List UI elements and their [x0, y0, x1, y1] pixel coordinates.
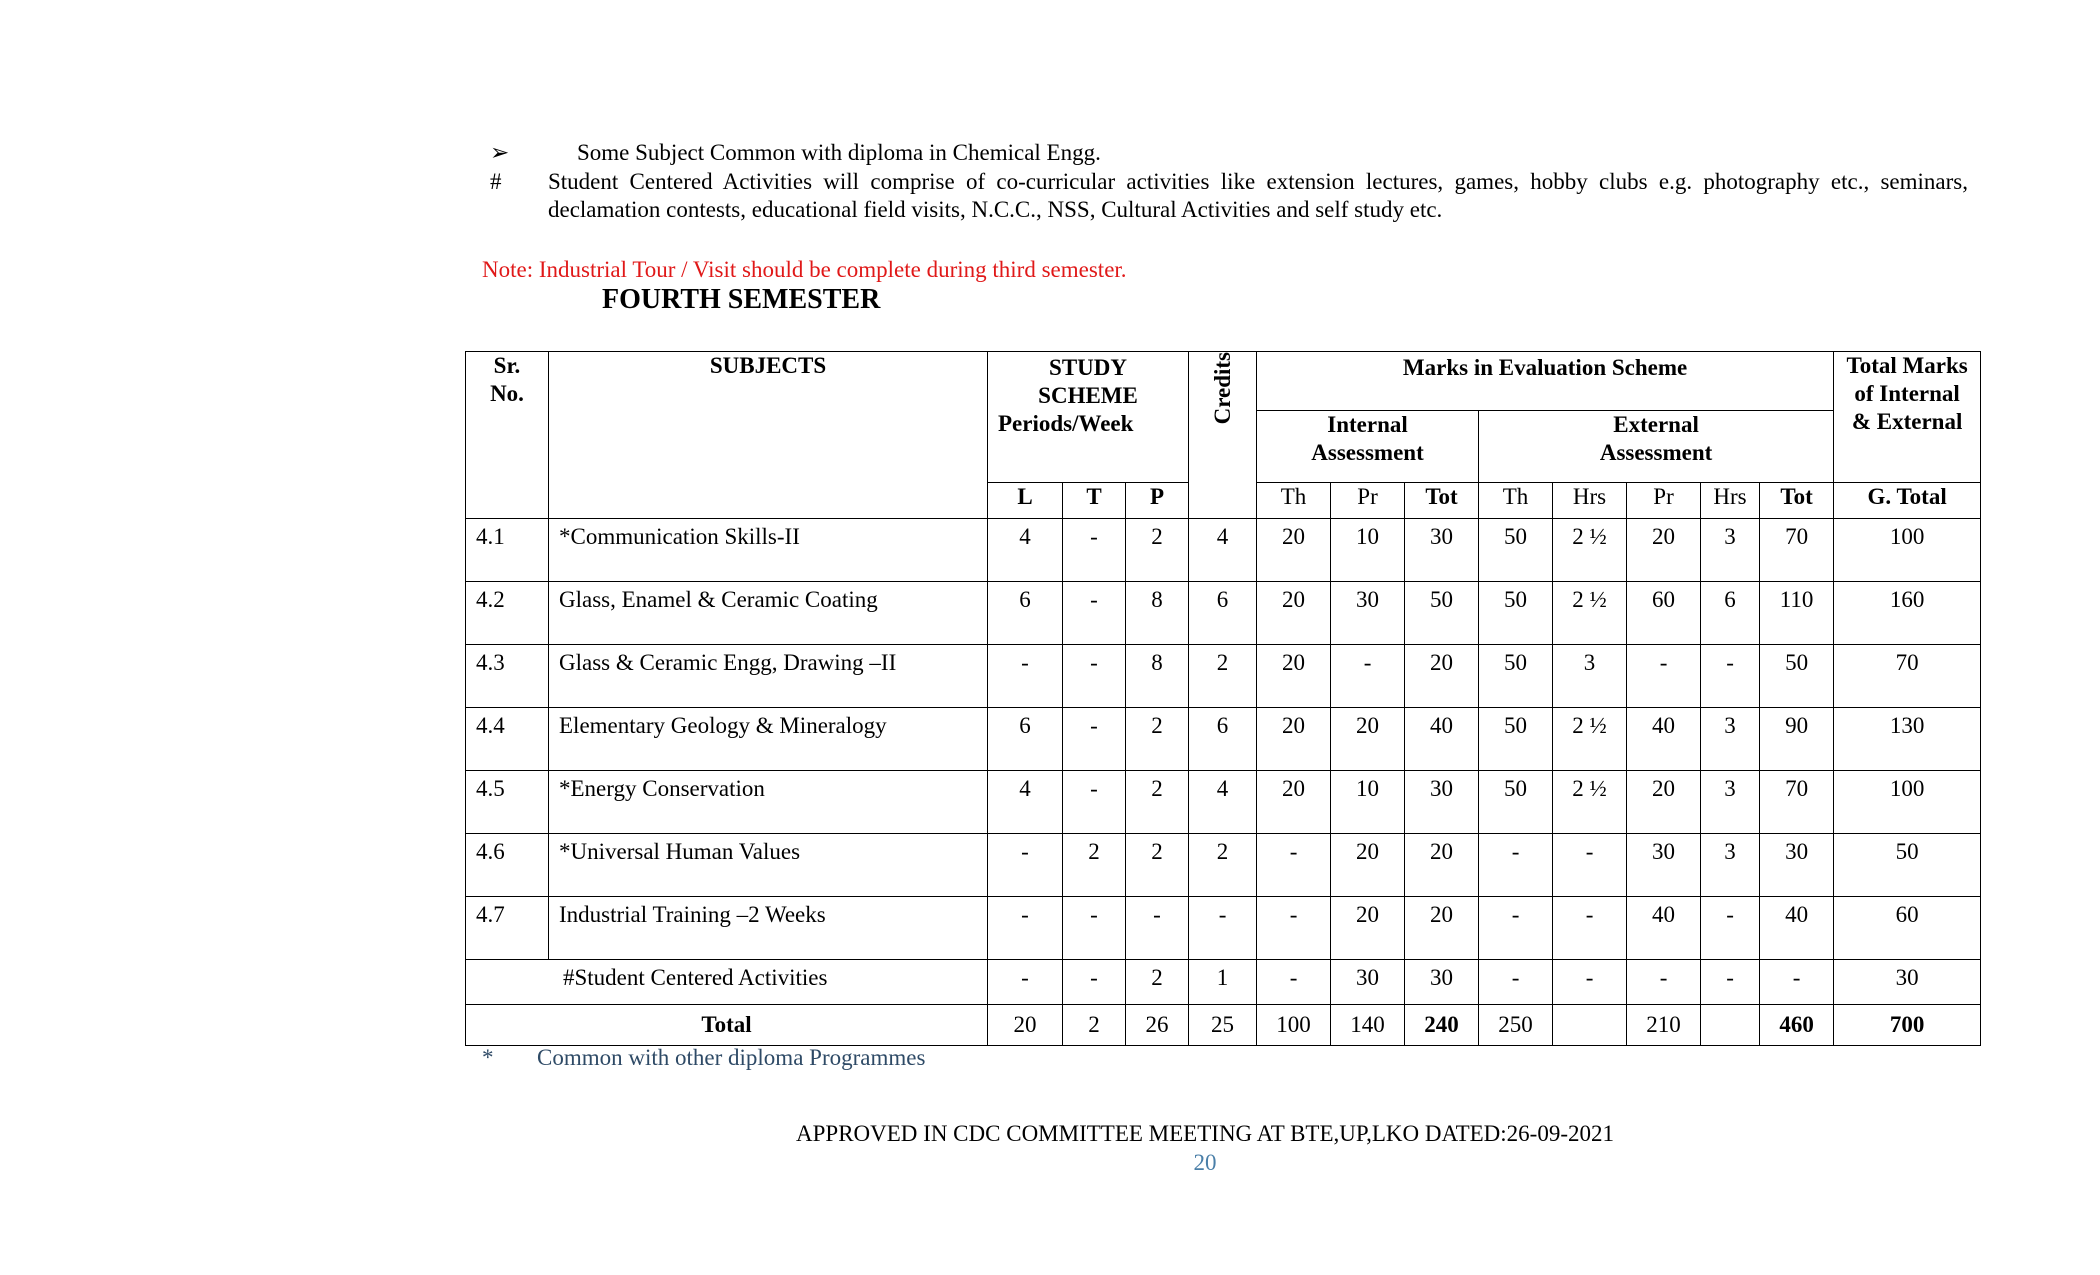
cell-l: 4	[988, 518, 1063, 581]
header-ext-tot: Tot	[1760, 482, 1834, 518]
cell-int-tot: 30	[1405, 770, 1479, 833]
cell-int-pr: -	[1331, 644, 1405, 707]
table-row	[466, 707, 1981, 770]
cell-int-pr: 20	[1331, 707, 1405, 770]
table-row	[466, 518, 1981, 581]
cell-p: 2	[1126, 959, 1189, 1004]
cell-g-total: 60	[1834, 896, 1981, 959]
cell-subject: Glass & Ceramic Engg, Drawing –II	[549, 644, 988, 707]
header-internal-assessment: Internal Assessment	[1257, 410, 1479, 482]
cell-g-total: 130	[1834, 707, 1981, 770]
cell-g-total: 100	[1834, 518, 1981, 581]
table-row	[466, 770, 1981, 833]
table-row	[466, 644, 1981, 707]
header-periods-week: Periods/Week	[988, 410, 1189, 482]
table-row-total	[466, 1004, 1981, 1045]
cell-g-total: 100	[1834, 770, 1981, 833]
cell-total-label: Total	[466, 1004, 988, 1045]
hash-bullet-icon: #	[490, 169, 502, 194]
header-sr-no: Sr. No.	[466, 352, 549, 519]
cell-l: -	[988, 833, 1063, 896]
cell-credits: 6	[1189, 707, 1257, 770]
cell-l: -	[988, 896, 1063, 959]
cell-g-total: 70	[1834, 644, 1981, 707]
cell-int-pr: 30	[1331, 959, 1405, 1004]
cell-credits: 6	[1189, 581, 1257, 644]
cell-credits: 1	[1189, 959, 1257, 1004]
header-g-total: G. Total	[1834, 482, 1981, 518]
cell-subject: Industrial Training –2 Weeks	[549, 896, 988, 959]
cell-g-total: 700	[1834, 1004, 1981, 1045]
cell-int-pr: 20	[1331, 896, 1405, 959]
cell-l: -	[988, 644, 1063, 707]
cell-ext-tot: 110	[1760, 581, 1834, 644]
cell-ext-th: 50	[1479, 518, 1553, 581]
cell-int-th: 20	[1257, 770, 1331, 833]
header-ext-hrs: Hrs	[1553, 482, 1627, 518]
cell-int-th: -	[1257, 833, 1331, 896]
cell-t: -	[1063, 959, 1126, 1004]
cell-p: 2	[1126, 770, 1189, 833]
cell-subject: #Student Centered Activities	[466, 959, 988, 1004]
cell-ext-pr: 20	[1627, 518, 1701, 581]
cell-subject: *Communication Skills-II	[549, 518, 988, 581]
cell-credits: 4	[1189, 518, 1257, 581]
cell-int-tot: 20	[1405, 833, 1479, 896]
cell-int-th: 20	[1257, 518, 1331, 581]
table-row	[466, 581, 1981, 644]
cell-subject: *Energy Conservation	[549, 770, 988, 833]
cell-int-th: 20	[1257, 707, 1331, 770]
cell-ext-th: -	[1479, 896, 1553, 959]
cell-ext-th: 50	[1479, 581, 1553, 644]
header-total-marks: Total Marks of Internal & External	[1834, 352, 1981, 483]
cell-ext-tot: -	[1760, 959, 1834, 1004]
cell-int-tot: 20	[1405, 644, 1479, 707]
footnote-asterisk: *	[482, 1045, 494, 1070]
cell-t: -	[1063, 770, 1126, 833]
cell-g-total: 50	[1834, 833, 1981, 896]
cell-p: 2	[1126, 707, 1189, 770]
evaluation-scheme-table	[465, 351, 1981, 1046]
cell-ext-pr: 40	[1627, 707, 1701, 770]
cell-int-tot: 240	[1405, 1004, 1479, 1045]
table-row-student-centered-activities	[466, 959, 1981, 1004]
cell-ext-hrs	[1553, 1004, 1627, 1045]
cell-p: 8	[1126, 644, 1189, 707]
cell-subject: Glass, Enamel & Ceramic Coating	[549, 581, 988, 644]
cell-ext-tot: 50	[1760, 644, 1834, 707]
cell-ext-hrs: -	[1701, 644, 1760, 707]
cell-ext-hrs: -	[1701, 959, 1760, 1004]
cell-ext-hrs: 6	[1701, 581, 1760, 644]
industrial-tour-note: Note: Industrial Tour / Visit should be complete during third semester.	[482, 257, 1127, 282]
cell-t: -	[1063, 581, 1126, 644]
cell-t: -	[1063, 518, 1126, 581]
cell-ext-hrs: -	[1553, 959, 1627, 1004]
note-common-chemical: Some Subject Common with diploma in Chemical Engg.	[577, 140, 1101, 165]
cell-ext-tot: 90	[1760, 707, 1834, 770]
cell-subject: Elementary Geology & Mineralogy	[549, 707, 988, 770]
note-student-centered-activities: Student Centered Activities will comprise of co-curricular activities like extension lectures, games, hobby clubs e.g. photography etc., seminars, declamation contests, educational field visits, N.C.C., NSS, Cultural Activities and self study etc.	[548, 169, 1968, 222]
cell-ext-pr: 60	[1627, 581, 1701, 644]
cell-ext-hrs: 3	[1701, 833, 1760, 896]
cell-ext-hrs	[1701, 1004, 1760, 1045]
cell-subject: *Universal Human Values	[549, 833, 988, 896]
cell-p: 2	[1126, 518, 1189, 581]
cell-ext-hrs: 2 ½	[1553, 581, 1627, 644]
cell-ext-pr: 30	[1627, 833, 1701, 896]
cell-int-tot: 20	[1405, 896, 1479, 959]
cell-ext-hrs: 2 ½	[1553, 518, 1627, 581]
header-study-scheme: STUDY SCHEME	[988, 352, 1189, 411]
cell-ext-tot: 40	[1760, 896, 1834, 959]
cell-ext-tot: 30	[1760, 833, 1834, 896]
cell-l: 6	[988, 581, 1063, 644]
header-ext-th: Th	[1479, 482, 1553, 518]
header-p: P	[1126, 482, 1189, 518]
header-credits: Credits	[1189, 352, 1257, 519]
cell-t: -	[1063, 707, 1126, 770]
cell-l: 4	[988, 770, 1063, 833]
cell-int-pr: 30	[1331, 581, 1405, 644]
cell-p: 26	[1126, 1004, 1189, 1045]
cell-credits: 25	[1189, 1004, 1257, 1045]
cell-ext-pr: 20	[1627, 770, 1701, 833]
cell-p: 8	[1126, 581, 1189, 644]
cell-int-tot: 50	[1405, 581, 1479, 644]
cell-ext-th: 50	[1479, 707, 1553, 770]
cell-ext-hrs: 3	[1701, 707, 1760, 770]
cell-ext-tot: 70	[1760, 770, 1834, 833]
cell-g-total: 30	[1834, 959, 1981, 1004]
cell-ext-th: 50	[1479, 770, 1553, 833]
cell-int-th: -	[1257, 959, 1331, 1004]
cell-p: 2	[1126, 833, 1189, 896]
cell-t: -	[1063, 644, 1126, 707]
cell-ext-hrs: -	[1553, 896, 1627, 959]
header-l: L	[988, 482, 1063, 518]
cell-int-pr: 20	[1331, 833, 1405, 896]
header-int-pr: Pr	[1331, 482, 1405, 518]
cell-ext-hrs: -	[1553, 833, 1627, 896]
cell-ext-pr: 40	[1627, 896, 1701, 959]
cell-credits: 2	[1189, 833, 1257, 896]
cell-int-tot: 40	[1405, 707, 1479, 770]
cell-int-th: 100	[1257, 1004, 1331, 1045]
cell-sr-no: 4.6	[466, 833, 549, 896]
cell-ext-pr: -	[1627, 644, 1701, 707]
cell-int-th: 20	[1257, 644, 1331, 707]
arrow-bullet-icon: ➢	[490, 140, 510, 165]
cell-ext-hrs: 2 ½	[1553, 707, 1627, 770]
cell-ext-tot: 70	[1760, 518, 1834, 581]
cell-l: -	[988, 959, 1063, 1004]
cell-int-pr: 10	[1331, 518, 1405, 581]
cell-ext-hrs: 3	[1701, 770, 1760, 833]
cell-p: -	[1126, 896, 1189, 959]
cell-sr-no: 4.5	[466, 770, 549, 833]
header-int-th: Th	[1257, 482, 1331, 518]
cell-ext-th: 50	[1479, 644, 1553, 707]
header-marks-scheme: Marks in Evaluation Scheme	[1257, 352, 1834, 411]
cell-ext-tot: 460	[1760, 1004, 1834, 1045]
cell-g-total: 160	[1834, 581, 1981, 644]
cell-l: 6	[988, 707, 1063, 770]
cell-ext-th: -	[1479, 959, 1553, 1004]
cell-ext-hrs: 3	[1701, 518, 1760, 581]
header-external-assessment: External Assessment	[1479, 410, 1834, 482]
cell-ext-hrs: 2 ½	[1553, 770, 1627, 833]
cell-ext-pr: -	[1627, 959, 1701, 1004]
header-ext-hrs: Hrs	[1701, 482, 1760, 518]
cell-ext-th: 250	[1479, 1004, 1553, 1045]
header-t: T	[1063, 482, 1126, 518]
cell-t: 2	[1063, 833, 1126, 896]
cell-int-th: 20	[1257, 581, 1331, 644]
cell-credits: -	[1189, 896, 1257, 959]
cell-ext-hrs: 3	[1553, 644, 1627, 707]
header-subjects: SUBJECTS	[549, 352, 988, 519]
cell-t: 2	[1063, 1004, 1126, 1045]
section-title: FOURTH SEMESTER	[602, 284, 881, 315]
header-ext-pr: Pr	[1627, 482, 1701, 518]
table-row	[466, 833, 1981, 896]
footnote-text: Common with other diploma Programmes	[537, 1045, 926, 1070]
cell-int-tot: 30	[1405, 518, 1479, 581]
cell-l: 20	[988, 1004, 1063, 1045]
header-int-tot: Tot	[1405, 482, 1479, 518]
cell-int-pr: 10	[1331, 770, 1405, 833]
cell-int-pr: 140	[1331, 1004, 1405, 1045]
cell-ext-th: -	[1479, 833, 1553, 896]
cell-sr-no: 4.7	[466, 896, 549, 959]
approval-footer: APPROVED IN CDC COMMITTEE MEETING AT BTE,UP,LKO DATED:26-09-2021	[796, 1121, 1614, 1146]
page-number: 20	[1193, 1150, 1217, 1175]
cell-ext-pr: 210	[1627, 1004, 1701, 1045]
cell-sr-no: 4.2	[466, 581, 549, 644]
cell-sr-no: 4.4	[466, 707, 549, 770]
table-row	[466, 896, 1981, 959]
cell-int-tot: 30	[1405, 959, 1479, 1004]
cell-t: -	[1063, 896, 1126, 959]
cell-sr-no: 4.3	[466, 644, 549, 707]
cell-credits: 2	[1189, 644, 1257, 707]
cell-int-th: -	[1257, 896, 1331, 959]
cell-sr-no: 4.1	[466, 518, 549, 581]
cell-ext-hrs: -	[1701, 896, 1760, 959]
cell-credits: 4	[1189, 770, 1257, 833]
